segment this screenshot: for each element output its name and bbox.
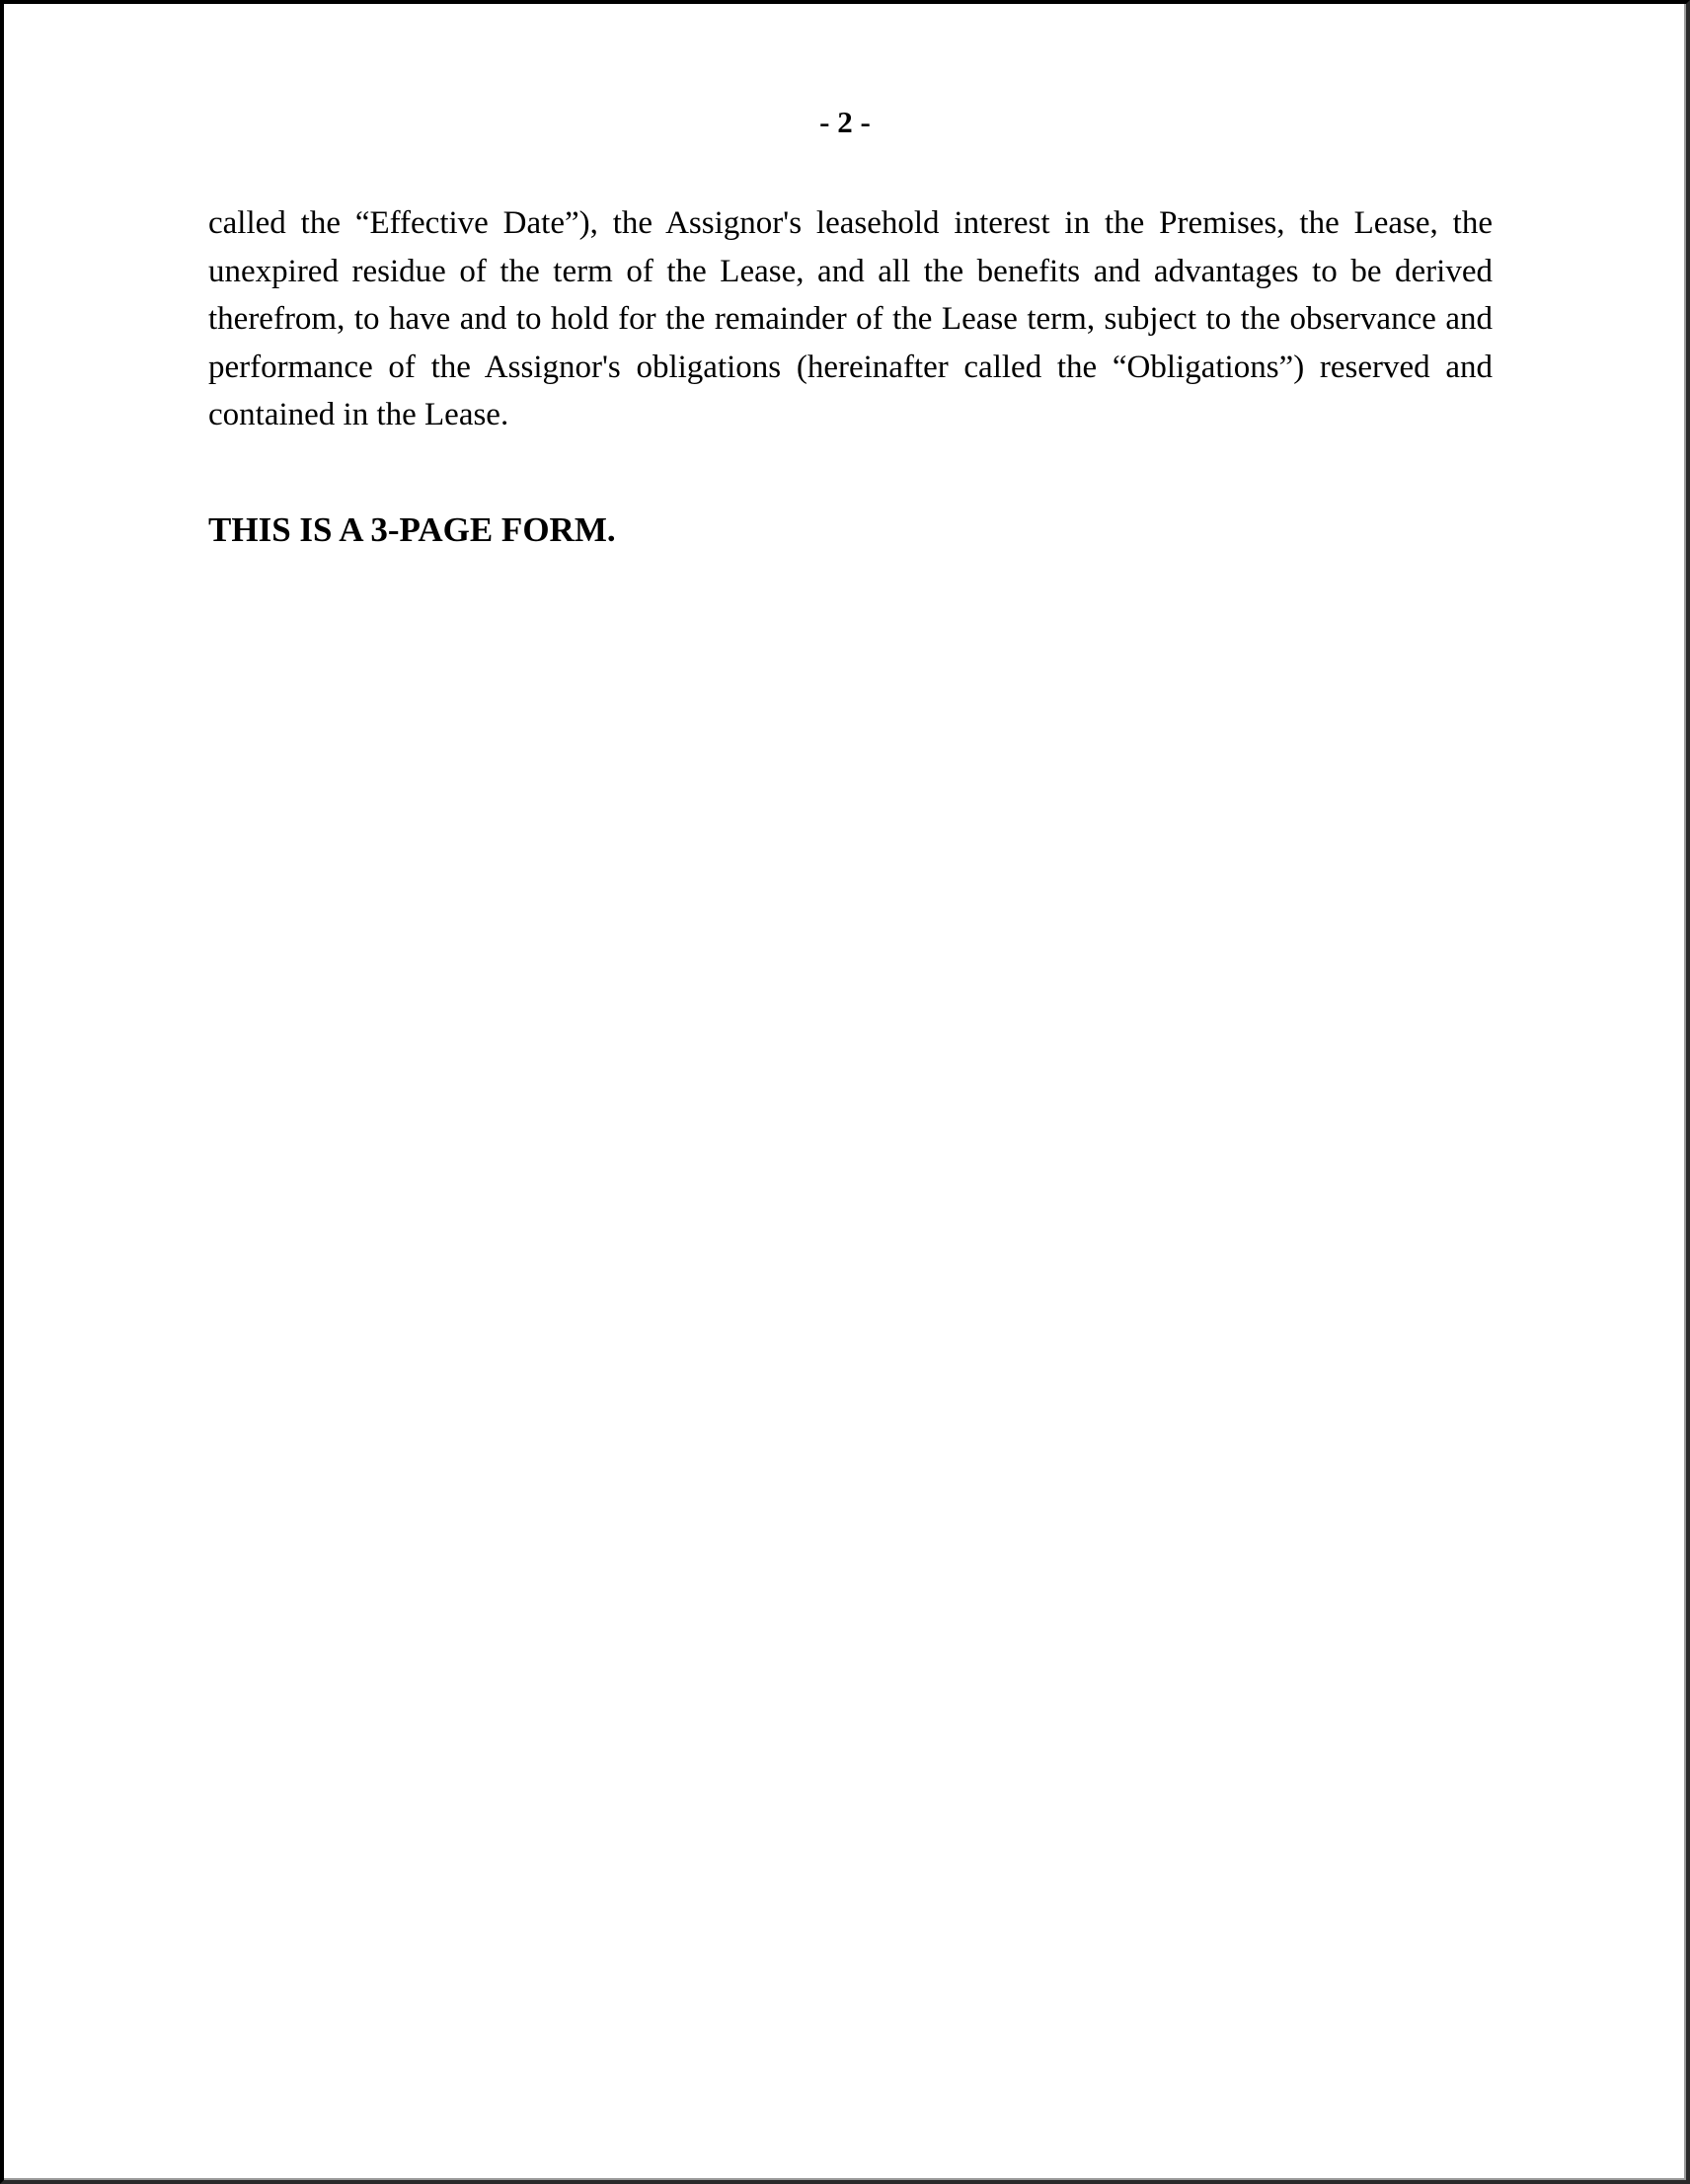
body-paragraph: called the “Effective Date”), the Assignor's leasehold interest in the Premises, the Lease, the unexpired residue of the term of the Lease, and all the benefits and advantages to be derived therefrom, to have and to hold for the remainder of the Lease term, subject to the observance and performance of the Assignor's obligations (hereinafter called the “Obligations”) reserved and contained in the Lease. (208, 205, 1493, 432)
form-length-notice: THIS IS A 3-PAGE FORM. (208, 510, 616, 549)
page-number: - 2 - (819, 105, 871, 139)
